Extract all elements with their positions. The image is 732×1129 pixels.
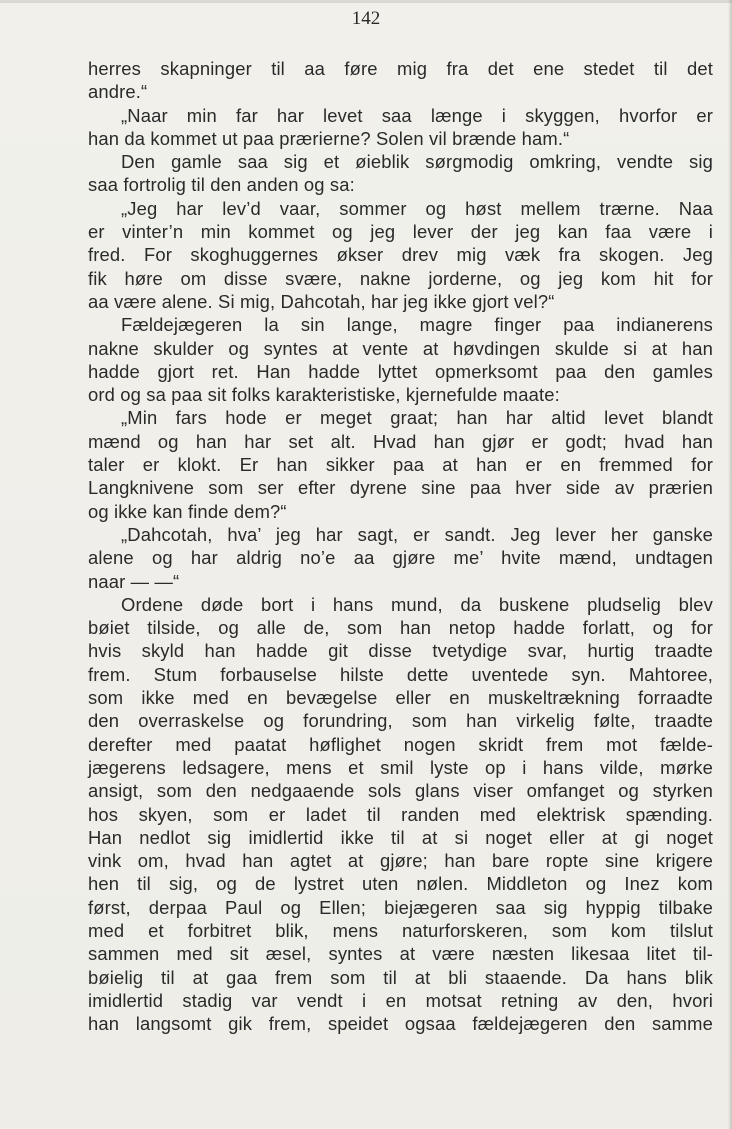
text-line: og ikke kan finde dem?“ bbox=[88, 500, 287, 522]
text-line: bøiet tilside, og alle de, som han netop hadde forlatt, og for bbox=[88, 617, 713, 639]
text-line: frem. Stum forbauselse hilste dette uventede syn. Mahtoree, bbox=[88, 663, 713, 685]
text-line: Han nedlot sig imidlertid ikke til at si noget eller at gi noget bbox=[88, 826, 713, 848]
text-line: hvis skyld han hadde git disse tvetydige svar, hurtig traadte bbox=[88, 640, 713, 662]
text-line: andre.“ bbox=[88, 81, 148, 103]
text-line: ansigt, som den nedgaaende sols glans viser omfanget og styrken bbox=[88, 780, 713, 802]
text-line: saa fortrolig til den anden og sa: bbox=[88, 174, 355, 196]
page-right-edge bbox=[728, 0, 732, 1129]
text-line: taler er klokt. Er han sikker paa at han er en fremmed for bbox=[88, 454, 713, 476]
text-line: Ordene døde bort i hans mund, da buskene pludselig blev bbox=[121, 593, 713, 615]
text-line: han langsomt gik frem, speidet ogsaa fældejægeren den samme bbox=[88, 1013, 713, 1035]
page-top-edge bbox=[0, 0, 732, 3]
text-line: fik høre om disse svære, nakne jorderne, og jeg kom hit for bbox=[88, 267, 713, 289]
text-line: „Min fars hode er meget graat; han har altid levet blandt bbox=[121, 407, 713, 429]
text-line: hadde gjort ret. Han hadde lyttet opmerksomt paa den gamles bbox=[88, 360, 713, 382]
text-line: han da kommet ut paa prærierne? Solen vil brænde ham.“ bbox=[88, 127, 570, 149]
text-line: „Dahcotah, hva’ jeg har sagt, er sandt. Jeg lever her ganske bbox=[121, 523, 713, 545]
text-line: vink om, hvad han agtet at gjøre; han bare ropte sine krigere bbox=[88, 850, 713, 872]
text-line: imidlertid stadig var vendt i en motsat retning av den, hvori bbox=[88, 989, 713, 1011]
text-line: derefter med paatat høflighet nogen skridt frem mot fælde- bbox=[88, 733, 713, 755]
text-line: Fældejægeren la sin lange, magre finger paa indianerens bbox=[121, 314, 713, 336]
text-line: hos skyen, som er ladet til randen med elektrisk spænding. bbox=[88, 803, 713, 825]
text-line: Den gamle saa sig et øieblik sørgmodig omkring, vendte sig bbox=[121, 151, 713, 173]
text-line: som ikke med en bevægelse eller en muskeltrækning forraadte bbox=[88, 687, 713, 709]
text-line: ord og sa paa sit folks karakteristiske, kjernefulde maate: bbox=[88, 384, 560, 406]
text-line: mænd og han har set alt. Hvad han gjør er godt; hvad han bbox=[88, 430, 713, 452]
text-line: herres skapninger til aa føre mig fra det ene stedet til det bbox=[88, 58, 713, 79]
text-line: bøielig til at gaa frem som til at bli staaende. Da hans blik bbox=[88, 966, 713, 988]
text-line: med et forbitret blik, mens naturforskeren, som kom tilslut bbox=[88, 919, 713, 941]
page-number: 142 bbox=[351, 8, 381, 29]
text-line: aa være alene. Si mig, Dahcotah, har jeg ikke gjort vel?“ bbox=[88, 290, 555, 312]
text-line: sammen med sit æsel, syntes at være næsten likesaa litet til- bbox=[88, 943, 713, 965]
text-line: den overraskelse og forundring, som han virkelig følte, traadte bbox=[88, 710, 713, 732]
text-line: „Jeg har lev’d vaar, sommer og høst mellem trærne. Naa bbox=[121, 197, 713, 219]
text-line: fred. For skoghuggernes økser drev mig væk fra skogen. Jeg bbox=[88, 244, 713, 266]
text-line: naar — —“ bbox=[88, 570, 180, 592]
text-line: „Naar min far har levet saa længe i skyggen, hvorfor er bbox=[121, 104, 713, 126]
text-line: er vinter’n min kommet og jeg lever der jeg kan faa være i bbox=[88, 221, 713, 243]
text-line: Langknivene som ser efter dyrene sine paa hver side av prærien bbox=[88, 477, 713, 499]
text-line: nakne skulder og syntes at vente at høvdingen skulde si at han bbox=[88, 337, 713, 359]
text-line: jægerens ledsagere, mens et smil lyste op i hans vilde, mørke bbox=[88, 756, 713, 778]
body-text bbox=[88, 57, 713, 1035]
text-line: hen til sig, og de lystret uten nølen. Middleton og Inez kom bbox=[88, 873, 713, 895]
text-line: først, derpaa Paul og Ellen; biejægeren saa sig hyppig tilbake bbox=[88, 896, 713, 918]
text-line: alene og har aldrig no’e aa gjøre me’ hvite mænd, undtagen bbox=[88, 547, 713, 569]
